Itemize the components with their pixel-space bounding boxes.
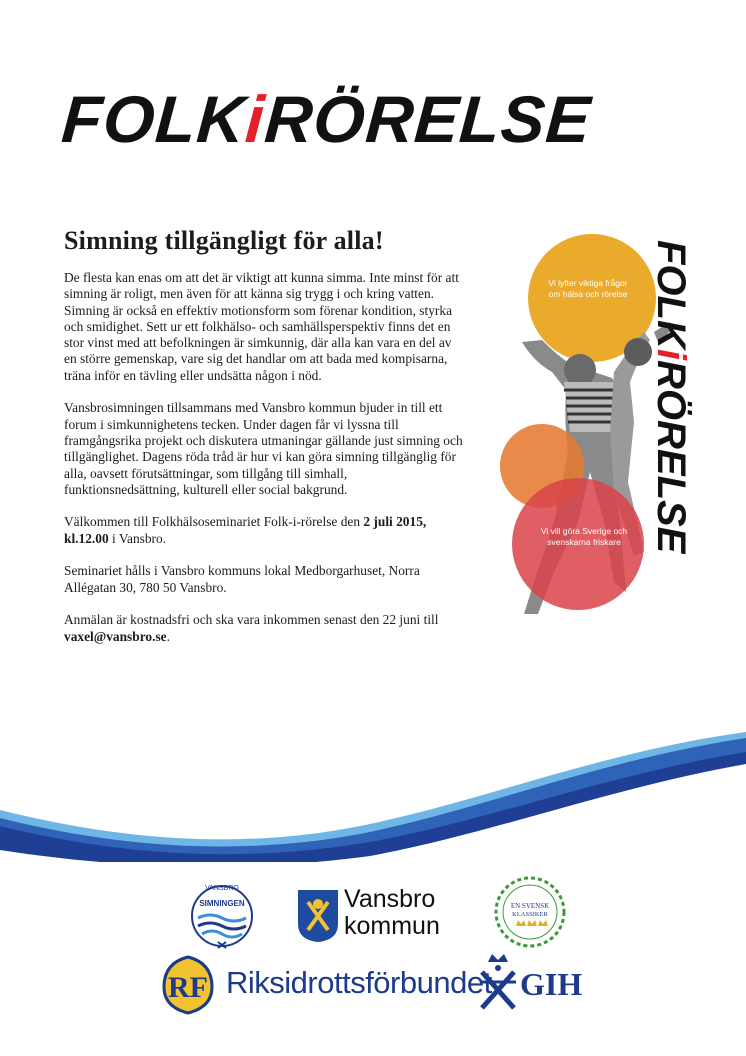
- svg-text:RF: RF: [168, 971, 208, 1004]
- simning-bottom-text: SIMNINGEN: [199, 899, 245, 908]
- rf-emblem-icon: [160, 955, 216, 1015]
- logo-text: FOLKiRÖRELSE: [59, 82, 594, 156]
- klassiker-text-1: EN SVENSK: [510, 902, 550, 910]
- vansbro-kommun-logo: [298, 886, 458, 942]
- riksidrottsforbundet-logo: [160, 955, 492, 1013]
- event-date: 2 juli 2015, kl.12.00: [64, 514, 427, 546]
- gih-crown-icon: [478, 952, 518, 1014]
- paragraph-welcome: Välkommen till Folkhälsoseminariet Folk-i-rörelse den 2 juli 2015, kl.12.00 i Vansbro.: [64, 514, 427, 546]
- kommun-name-2: kommun: [344, 912, 440, 940]
- vansbrosimningen-logo: [188, 878, 256, 950]
- en-svensk-klassiker-logo: [494, 876, 566, 948]
- klassiker-text-2: KLASSIKER: [512, 911, 548, 918]
- gih-logo: [478, 952, 588, 1014]
- paragraph-forum: Vansbrosimningen tillsammans med Vansbro kommun bjuder in till ett forum i simkunnighetens tecken. Under dagen får vi lyssna till framgångsrika projekt och diskutera utmaningar gällande just simning och tillgänglighet. Dagens röda tråd är hur vi kan göra simning tillgänglig för alla, oavsett förutsättningar, som tillgång till simhall, funktionsnedsättning, kulturell eller social bakgrund.: [64, 400, 463, 497]
- paragraph-registration: Anmälan är kostnadsfri och ska vara inkommen senast den 22 juni till vaxel@vansbro.se.: [64, 612, 439, 644]
- kommun-name-1: Vansbro: [344, 885, 436, 913]
- rf-name: Riksidrottsförbundet: [226, 965, 492, 1000]
- vertical-logo: FOLKiRÖRELSE: [649, 240, 693, 554]
- kommun-shield-icon: [298, 890, 338, 942]
- paragraph-intro: De flesta kan enas om att det är viktigt att kunna simma. Inte minst för att simning är roligt, men även för att känna sig trygg i och kring vatten. Simning är också en effektiv motionsform som förenar kondition, styrka och smidighet. Sett ur ett folkhälso- och samhällsperspektiv finns det en stor vinst med att befolkningen är simkunnig, där alla kan vara en del av en större gemenskap, vare sig det handlar om att bada med kompisarna, träna inför en tävling eller undsätta någon i nöd.: [64, 270, 459, 383]
- gih-name: GIH: [520, 966, 583, 1002]
- page-title: Simning tillgängligt för alla!: [64, 226, 384, 255]
- body-text: [64, 270, 464, 661]
- paragraph-venue: Seminariet hålls i Vansbro kommuns lokal Medborgarhuset, Norra Allégatan 30, 780 50 Vansbro.: [64, 563, 420, 595]
- folkirorelse-logo: [59, 82, 594, 156]
- wave-decoration: [0, 722, 746, 862]
- simning-top-text: VANSBRO: [205, 885, 239, 892]
- caption-top: Vi lyfter viktiga frågor om hälsa och rörelse: [548, 278, 628, 299]
- caption-bottom: Vi vill göra Sverige och svenskarna friskare: [540, 526, 628, 547]
- contact-email[interactable]: vaxel@vansbro.se: [64, 628, 167, 644]
